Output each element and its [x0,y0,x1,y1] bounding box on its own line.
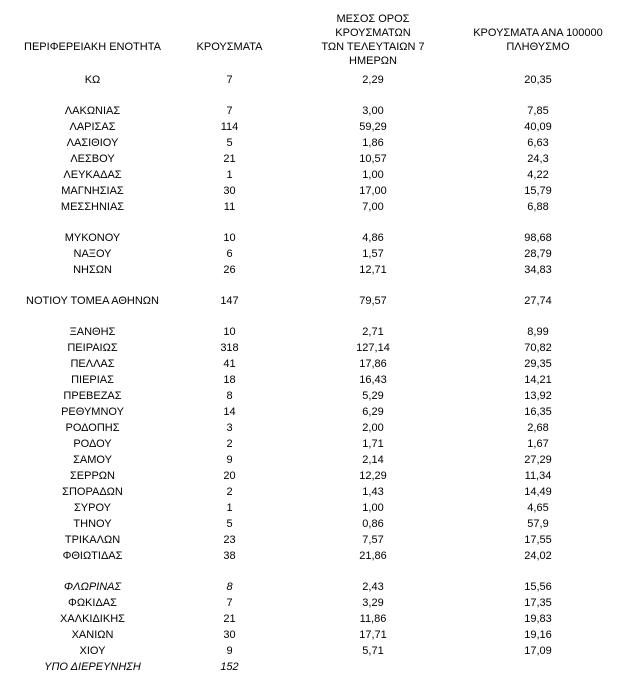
per100k-cell: 19,16 [524,629,552,641]
cases-cell: 9 [226,454,233,466]
header-avg7-line2: ΤΩΝ ΤΕΛΕΥΤΑΙΩΝ 7 [321,41,425,53]
avg7-cell: 2,43 [362,581,384,593]
avg7-cell: 1,71 [362,438,384,450]
region-cell: ΠΡΕΒΕΖΑΣ [63,390,122,402]
region-cell: ΛΑΚΩΝΙΑΣ [64,105,121,117]
region-cell: ΣΕΡΡΩΝ [70,470,115,482]
per100k-cell: 17,55 [524,534,552,546]
cases-cell: 41 [223,358,236,370]
cases-cell: 8 [226,390,233,402]
cases-cell: 6 [226,248,233,260]
cases-cell: 7 [226,105,233,117]
region-cell: ΝΗΣΩΝ [73,264,112,276]
region-cell: ΦΛΩΡΙΝΑΣ [63,581,122,593]
avg7-cell: 1,43 [362,486,384,498]
region-cell: ΣΠΟΡΑΔΩΝ [62,486,123,498]
cases-cell: 1 [226,169,233,181]
avg7-cell: 12,71 [359,264,387,276]
region-cell: ΤΗΝΟΥ [73,518,112,530]
avg7-cell: 5,29 [362,390,384,402]
per100k-cell: 7,85 [527,105,549,117]
cases-cell: 1 [226,502,233,514]
region-cell: ΧΑΝΙΩΝ [71,629,114,641]
avg7-cell: 1,00 [362,169,384,181]
cases-cell: 26 [223,264,236,276]
per100k-cell: 16,35 [524,406,552,418]
avg7-cell: 10,57 [359,153,387,165]
table-row [0,595,621,611]
per100k-cell: 27,74 [524,295,552,307]
table-row [0,119,621,135]
region-cell: ΚΩ [84,74,101,86]
region-cell: ΥΠΟ ΔΙΕΡΕΥΝΗΣΗ [44,661,141,673]
per100k-cell: 8,99 [527,326,549,338]
cases-cell: 21 [223,153,236,165]
cases-cell: 114 [220,121,239,133]
table-row [0,372,621,388]
cases-cell: 14 [223,406,236,418]
table-row [0,388,621,404]
region-cell: ΜΑΓΝΗΣΙΑΣ [61,185,124,197]
per100k-cell: 15,56 [524,581,552,593]
table-row [0,484,621,500]
cases-cell: 2 [226,438,233,450]
per100k-cell: 4,65 [527,502,549,514]
avg7-cell: 2,29 [362,74,384,86]
region-cell: ΦΩΚΙΔΑΣ [68,597,117,609]
table-row [0,404,621,420]
region-cell: ΣΥΡΟΥ [73,502,111,514]
avg7-cell: 2,14 [362,454,384,466]
avg7-cell: 6,29 [362,406,384,418]
cases-cell: 38 [223,550,236,562]
cases-cell: 23 [223,534,236,546]
region-cell: ΜΕΣΣΗΝΙΑΣ [60,201,125,213]
per100k-cell: 17,09 [524,645,552,657]
table-row [0,72,621,88]
table-row [0,340,621,356]
avg7-cell: 2,00 [362,422,384,434]
per100k-cell: 6,63 [527,137,549,149]
table-row [0,627,621,643]
per100k-cell: 40,09 [524,121,552,133]
region-cell: ΛΑΣΙΘΙΟΥ [66,137,119,149]
header-per100k [465,26,611,54]
table-row [0,500,621,516]
avg7-cell: 1,00 [362,502,384,514]
avg7-cell: 21,86 [359,550,387,562]
table-row [0,468,621,484]
region-cell: ΧΙΟΥ [79,645,106,657]
region-cell: ΠΕΙΡΑΙΩΣ [67,342,118,354]
per100k-cell: 4,22 [527,169,549,181]
cases-cell: 11 [223,201,236,213]
per100k-cell: 28,79 [524,248,552,260]
region-cell: ΛΕΥΚΑΔΑΣ [63,169,122,181]
region-cell: ΝΟΤΙΟΥ ΤΟΜΕΑ ΑΘΗΝΩΝ [26,295,159,307]
cases-cell: 8 [226,581,233,593]
region-cell: ΜΥΚΟΝΟΥ [64,232,121,244]
header-avg7 [300,12,446,68]
table-row [0,420,621,436]
avg7-cell: 7,00 [362,201,384,213]
per100k-cell: 24,02 [524,550,552,562]
per100k-cell: 98,68 [524,232,552,244]
per100k-cell: 11,34 [524,470,552,482]
avg7-cell: 3,00 [362,105,384,117]
region-cell: ΠΙΕΡΙΑΣ [71,374,114,386]
region-cell: ΞΑΝΘΗΣ [69,326,116,338]
per100k-cell: 1,67 [527,438,549,450]
cases-cell: 10 [223,232,236,244]
table-row [0,246,621,262]
region-cell: ΠΕΛΛΑΣ [70,358,115,370]
table-row [0,436,621,452]
cases-cell: 147 [220,295,239,307]
per100k-cell: 14,49 [524,486,552,498]
avg7-cell: 5,71 [362,645,384,657]
table-row [0,356,621,372]
region-cell: ΛΕΣΒΟΥ [70,153,115,165]
avg7-cell: 79,57 [359,295,387,307]
cases-cell: 30 [223,185,236,197]
header-cases: ΚΡΟΥΣΜΑΤΑ [196,41,263,53]
per100k-cell: 24,3 [527,153,549,165]
table-row [0,183,621,199]
header-avg7-line3: ΗΜΕΡΩΝ [349,55,397,67]
cases-cell: 7 [226,597,233,609]
avg7-cell: 4,86 [362,232,384,244]
table-row [0,659,621,675]
header-per100k-line1: ΚΡΟΥΣΜΑΤΑ ΑΝΑ 100000 [473,27,603,39]
avg7-cell: 11,86 [359,613,387,625]
per100k-cell: 19,83 [524,613,552,625]
avg7-cell: 12,29 [359,470,387,482]
cases-cell: 152 [220,661,239,673]
table-row [0,199,621,215]
cases-cell: 30 [223,629,236,641]
table-row [0,103,621,119]
region-cell: ΤΡΙΚΑΛΩΝ [64,534,121,546]
avg7-cell: 1,57 [362,248,384,260]
cases-cell: 9 [226,645,233,657]
table-row [0,230,621,246]
per100k-cell: 15,79 [524,185,552,197]
avg7-cell: 16,43 [359,374,387,386]
table-row [0,532,621,548]
per100k-cell: 14,21 [524,374,552,386]
avg7-cell: 7,57 [362,534,384,546]
per100k-cell: 2,68 [527,422,549,434]
avg7-cell: 59,29 [359,121,387,133]
per100k-cell: 57,9 [527,518,549,530]
cases-cell: 5 [226,137,233,149]
table-row [0,579,621,595]
region-cell: ΧΑΛΚΙΔΙΚΗΣ [60,613,125,625]
avg7-cell: 2,71 [362,326,384,338]
per100k-cell: 27,29 [524,454,552,466]
region-cell: ΝΑΞΟΥ [73,248,112,260]
header-avg7-line1: ΜΕΣΟΣ ΟΡΟΣ ΚΡΟΥΣΜΑΤΩΝ [335,13,411,39]
per100k-cell: 13,92 [524,390,552,402]
per100k-cell: 17,35 [524,597,552,609]
avg7-cell: 17,71 [359,629,387,641]
cases-cell: 20 [223,470,236,482]
region-cell: ΣΑΜΟΥ [73,454,112,466]
header-per100k-line2: ΠΛΗΘΥΣΜΟ [506,41,570,53]
avg7-cell: 17,00 [359,185,387,197]
cases-cell: 318 [220,342,239,354]
cases-cell: 3 [226,422,233,434]
cases-cell: 2 [226,486,233,498]
region-cell: ΡΕΘΥΜΝΟΥ [61,406,124,418]
table-row [0,293,621,309]
avg7-cell: 1,86 [362,137,384,149]
table-row [0,548,621,564]
avg7-cell: 0,86 [362,518,384,530]
per100k-cell: 6,88 [527,201,549,213]
per100k-cell: 29,35 [524,358,552,370]
per100k-cell: 70,82 [524,342,552,354]
per100k-cell: 20,35 [524,74,552,86]
cases-cell: 21 [223,613,236,625]
table-row [0,452,621,468]
avg7-cell: 17,86 [359,358,387,370]
region-cell: ΛΑΡΙΣΑΣ [69,121,116,133]
cases-cell: 18 [223,374,236,386]
table-row [0,151,621,167]
per100k-cell: 34,83 [524,264,552,276]
region-cell: ΡΟΔΟΥ [73,438,112,450]
table-row [0,167,621,183]
region-cell: ΡΟΔΟΠΗΣ [65,422,120,434]
table-row [0,611,621,627]
cases-cell: 7 [226,74,233,86]
table-row [0,516,621,532]
avg7-cell: 3,29 [362,597,384,609]
table-row [0,135,621,151]
region-cell: ΦΘΙΩΤΙΔΑΣ [62,550,123,562]
table-row [0,262,621,278]
cases-cell: 10 [223,326,236,338]
table-row [0,324,621,340]
cases-cell: 5 [226,518,233,530]
header-region: ΠΕΡΙΦΕΡΕΙΑΚΗ ΕΝΟΤΗΤΑ [24,41,161,53]
table-row [0,643,621,659]
avg7-cell: 127,14 [356,342,390,354]
